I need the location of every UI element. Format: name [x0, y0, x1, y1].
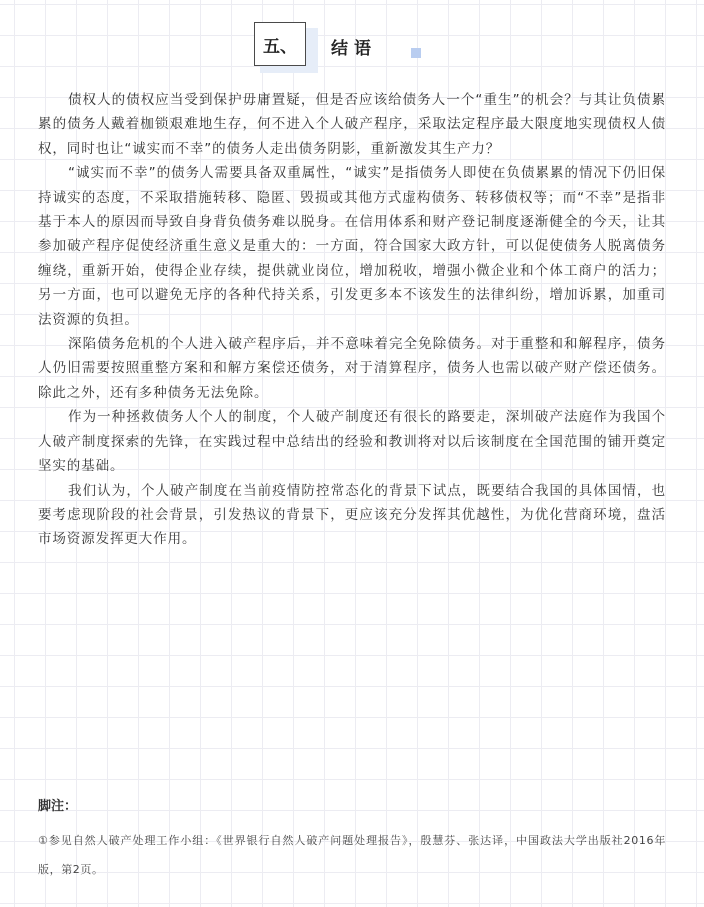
- paragraph: 深陷债务危机的个人进入破产程序后，并不意味着完全免除债务。对于重整和和解程序，债务人仍旧需要按照重整方案和和解方案偿还债务，对于清算程序，债务人也需以破产财产偿还债务。除此之外，还有多种债务无法免除。: [38, 336, 666, 401]
- footnotes-label: 脚注：: [38, 799, 78, 814]
- paragraph: 作为一种拯救债务人个人的制度，个人破产制度还有很长的路要走，深圳破产法庭作为我国个人破产制度探索的先锋，在实践过程中总结出的经验和教训将对以后该制度在全国范围的铺开奠定坚实的基础。: [38, 409, 666, 475]
- section-number: 五、: [263, 36, 297, 57]
- decorative-square: [411, 48, 421, 58]
- paragraph: 我们认为，个人破产制度在当前疫情防控常态化的背景下试点，既要结合我国的具体国情，也要考虑现阶段的社会背景，引发热议的背景下，更应该充分发挥其优越性，为优化营商环境，盘活市场资源发挥更大作用。: [38, 482, 666, 548]
- section-number-box: [254, 22, 306, 66]
- paragraph: “诚实而不幸”的债务人需要具备双重属性，“诚实”是指债务人即使在负债累累的情况下仍旧保持诚实的态度，不采取措施转移、隐匿、毁损或其他方式虚构债务、转移债权等；而“不幸”是指非基于本人的原因而导致自身背负债务难以脱身。在信用体系和财产登记制度逐渐健全的今天，让其参加破产程序促使经济重生意义是重大的：一方面，符合国家大政方针，可以促使债务人脱离债务缠绕，重新开始，使得企业存续，提供就业岗位，增加税收，增强小微企业和个体工商户的活力；另一方面，也可以避免无序的各种代持关系，引发更多本不该发生的法律纠纷，增加诉累，加重司法资源的负担。: [38, 165, 666, 328]
- article-body: [38, 88, 666, 552]
- paragraph: 债权人的债权应当受到保护毋庸置疑，但是否应该给债务人一个“重生”的机会？与其让负债累累的债务人戴着枷锁艰难地生存，何不进入个人破产程序，采取法定程序最大限度地实现债权人债权，同时也让“诚实而不幸”的债务人走出债务阴影，重新激发其生产力？: [38, 92, 666, 157]
- footnote-item: ①参见自然人破产处理工作小组：《世界银行自然人破产问题处理报告》，殷慧芬、张达译，中国政法大学出版社2016年版，第2页。: [38, 834, 666, 876]
- section-title: 结语: [331, 39, 377, 59]
- footnotes: [38, 795, 666, 884]
- section-heading: [254, 22, 454, 74]
